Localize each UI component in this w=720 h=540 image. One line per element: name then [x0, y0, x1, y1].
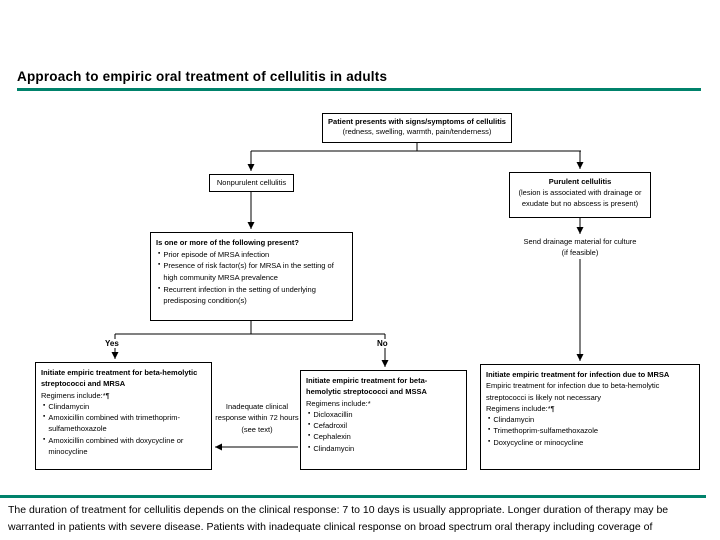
- bullet-icon: ▪: [308, 432, 311, 440]
- question-text: Is one or more of the following present?: [156, 238, 299, 247]
- purulent-mrsa-treatment-box: [480, 364, 700, 470]
- purulent-cellulitis-box: [509, 172, 651, 218]
- patient-box-line2: (redness, swelling, warmth, pain/tenderness): [342, 126, 492, 136]
- question-item: [156, 260, 347, 283]
- purulent-tx-regimens-label: Regimens include:*¶: [486, 403, 555, 413]
- question-item: [156, 249, 347, 261]
- regimen-item: [41, 435, 206, 458]
- regimen-item: [486, 414, 694, 425]
- regimen-item-text: Cephalexin: [313, 432, 351, 442]
- bullet-icon: ▪: [43, 413, 46, 420]
- bullet-icon: ▪: [158, 284, 161, 292]
- regimen-item-text: Trimethoprim-sulfamethoxazole: [493, 426, 599, 436]
- bullet-icon: ▪: [308, 421, 311, 428]
- regimen-item: [486, 437, 694, 448]
- nonpurulent-label: Nonpurulent cellulitis: [216, 178, 287, 187]
- footer-note: The duration of treatment for cellulitis depends on the clinical response: 7 to 10 days is usually appropriate. Longer duration of therapy may be warranted in patients with severe disease. Patients with inadequate clinical response on broad spectrum oral therapy including coverage of: [8, 504, 669, 533]
- purulent-title: Purulent cellulitis: [548, 177, 612, 186]
- bullet-icon: ▪: [158, 249, 161, 257]
- regimen-item-text: Clindamycin: [493, 415, 535, 424]
- regimen-item: [41, 401, 206, 412]
- regimen-item: [306, 409, 461, 420]
- mrsa-box-title: Initiate empiric treatment for beta-hemolytic streptococci and MRSA: [41, 368, 198, 389]
- regimen-item: [306, 443, 461, 454]
- regimen-item-text: Amoxicillin combined with trimethoprim-sulfamethoxazole: [48, 413, 181, 434]
- purulent-tx-title: Initiate empiric treatment for infection due to MRSA: [486, 370, 670, 379]
- mssa-box-regimens-label: Regimens include:*: [306, 398, 371, 408]
- question-item-text: Prior episode of MRSA infection: [163, 249, 270, 259]
- bullet-icon: ▪: [43, 435, 46, 443]
- regimen-item-text: Amoxicillin combined with doxycycline or minocycline: [48, 435, 184, 456]
- nonpurulent-cellulitis-box: [209, 174, 294, 192]
- regimen-item-text: Cefadroxil: [313, 421, 348, 430]
- bullet-icon: ▪: [488, 415, 491, 422]
- purulent-subtitle: (lesion is associated with drainage or exudate but no abscess is present): [518, 187, 642, 208]
- regimen-item: [41, 412, 206, 435]
- regimen-item-text: Clindamycin: [313, 443, 355, 453]
- bullet-icon: ▪: [43, 401, 46, 409]
- inadequate-response-note: Inadequate clinical response within 72 hours (see text): [215, 402, 299, 434]
- regimen-item-text: Doxycycline or minocycline: [493, 437, 584, 447]
- regimen-item-text: Clindamycin: [48, 401, 90, 411]
- patient-box-line1: Patient presents with signs/symptoms of cellulitis: [328, 117, 506, 126]
- mssa-box-title: Initiate empiric treatment for beta-hemolytic streptococci and MSSA: [306, 376, 428, 397]
- bullet-icon: ▪: [308, 409, 311, 417]
- question-item: [156, 284, 347, 307]
- page-title: Approach to empiric oral treatment of cellulitis in adults: [17, 69, 388, 84]
- branch-label-no: No: [374, 339, 391, 348]
- mrsa-treatment-box: [35, 362, 212, 470]
- bullet-icon: ▪: [488, 437, 491, 445]
- question-item-text: Recurrent infection in the setting of underlying predisposing condition(s): [163, 284, 316, 306]
- mrsa-risk-question-box: [150, 232, 353, 321]
- mrsa-box-regimens-label: Regimens include:*¶: [41, 390, 110, 400]
- drainage-note-line1: Send drainage material for culture: [523, 237, 637, 246]
- drainage-note-line2: (if feasible): [561, 247, 599, 257]
- regimen-item: [306, 420, 461, 431]
- regimen-item: [306, 431, 461, 442]
- regimen-item-text: Dicloxacillin: [313, 409, 353, 419]
- mssa-treatment-box: [300, 370, 467, 470]
- purulent-tx-subtitle: Empiric treatment for infection due to beta-hemolytic streptococci is likely not necessary: [486, 381, 660, 402]
- question-item-text: Presence of risk factor(s) for MRSA in the setting of high community MRSA prevalence: [163, 261, 334, 282]
- regimen-item: [486, 425, 694, 436]
- branch-label-yes: Yes: [102, 339, 122, 348]
- bullet-icon: ▪: [308, 443, 311, 451]
- drainage-culture-note: [500, 237, 660, 258]
- bullet-icon: ▪: [158, 261, 161, 269]
- patient-presentation-box: [322, 113, 512, 143]
- bullet-icon: ▪: [488, 426, 491, 434]
